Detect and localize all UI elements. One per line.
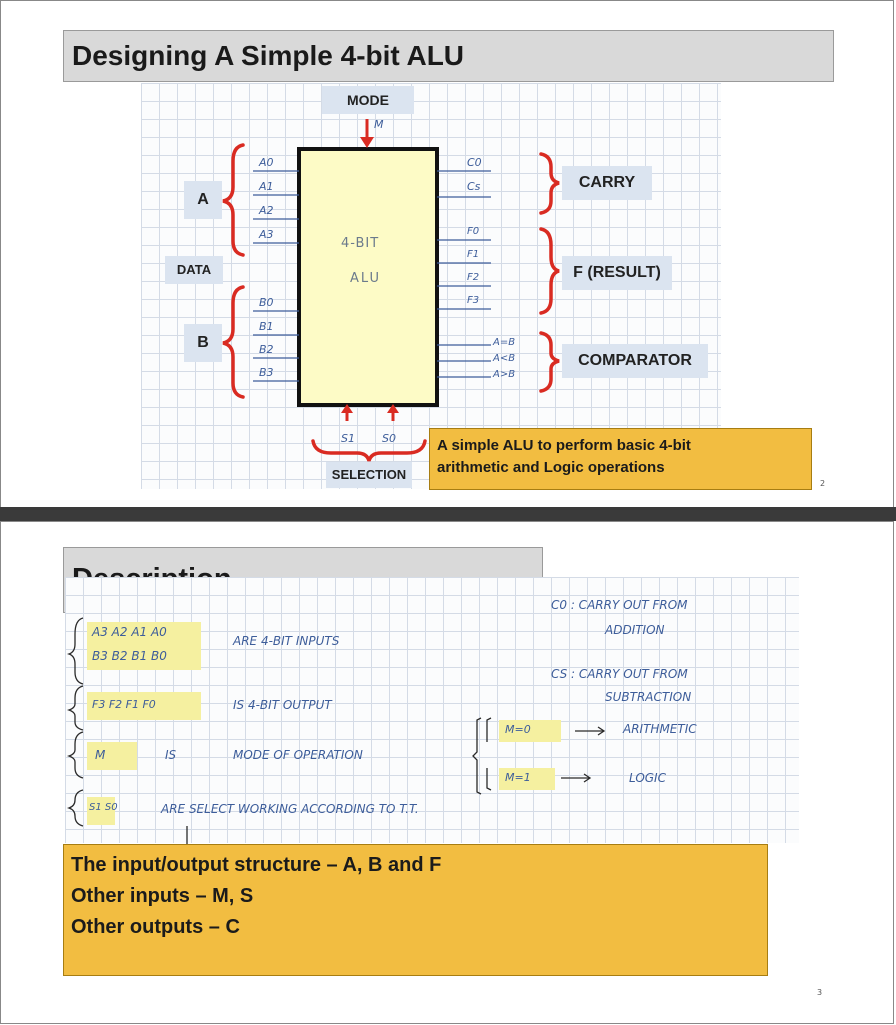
input-b2: B2 — [259, 343, 274, 356]
page-number: 3 — [817, 988, 823, 997]
mode-pin-label: M — [374, 118, 384, 131]
input-a2: A2 — [259, 204, 274, 217]
input-a0: A0 — [259, 156, 274, 169]
output-f1: F1 — [467, 249, 480, 260]
output-f2: F2 — [467, 272, 480, 283]
mode0-value: M=0 — [505, 723, 531, 736]
select-pin-s1: S1 — [341, 432, 355, 445]
row1-b-inputs: B3 B2 B1 B0 — [92, 649, 167, 663]
comparator-label: COMPARATOR — [562, 344, 708, 378]
output-c0: C0 — [467, 156, 482, 169]
data-label: DATA — [165, 256, 223, 284]
row1-text: ARE 4-BIT INPUTS — [233, 634, 340, 648]
group-a-label: A — [184, 181, 222, 219]
page-number: 2 — [820, 479, 826, 488]
mode-arrow-icon — [360, 137, 374, 148]
note-line-1: A simple ALU to perform basic 4-bit — [437, 437, 691, 454]
row3-m: M — [95, 748, 106, 762]
output-f3: F3 — [467, 295, 480, 306]
input-b3: B3 — [259, 366, 274, 379]
summary-line-1: The input/output structure – A, B and F — [71, 854, 442, 876]
row3-text: MODE OF OPERATION — [233, 748, 363, 762]
output-f0: F0 — [467, 226, 480, 237]
output-a-eq-b: A=B — [493, 337, 516, 348]
brace-b — [223, 287, 243, 397]
mode-brace — [473, 718, 481, 794]
input-b0: B0 — [259, 296, 274, 309]
summary-line-2: Other inputs – M, S — [71, 885, 254, 907]
slide-divider — [0, 507, 896, 521]
output-a-lt-b: A<B — [493, 353, 516, 364]
note-line-2: arithmetic and Logic operations — [437, 459, 665, 476]
left-brace-4 — [69, 790, 83, 826]
group-b-label: B — [184, 324, 222, 362]
row2-f-outputs: F3 F2 F1 F0 — [92, 698, 156, 711]
brace-comparator — [541, 333, 559, 391]
mode-label: MODE — [322, 86, 414, 114]
row4-text: ARE SELECT WORKING ACCORDING TO T.T. — [161, 802, 419, 816]
mode-bracket-top — [487, 718, 491, 742]
slide-description — [0, 521, 894, 1024]
output-cs: Cs — [467, 180, 481, 193]
brace-a — [223, 145, 243, 255]
input-a1: A1 — [259, 180, 274, 193]
c0-note-line2: ADDITION — [605, 623, 665, 637]
mode0-result: ARITHMETIC — [623, 722, 697, 736]
input-b1: B1 — [259, 320, 274, 333]
output-a-gt-b: A>B — [493, 369, 516, 380]
alu-text-line1: 4-BIT — [341, 236, 380, 251]
selection-label: SELECTION — [326, 462, 412, 488]
brace-result — [541, 229, 559, 313]
row2-text: IS 4-BIT OUTPUT — [233, 698, 332, 712]
mode-bracket-bottom — [487, 768, 491, 790]
alu-text-line2: ALU — [350, 271, 382, 286]
row3-is: IS — [165, 748, 177, 762]
c0-note-line1: C0 : CARRY OUT FROM — [551, 598, 688, 612]
brace-carry — [541, 154, 559, 213]
left-brace-2 — [69, 686, 83, 730]
summary-box — [63, 844, 768, 976]
mode1-value: M=1 — [505, 771, 531, 784]
left-brace-1 — [69, 618, 83, 684]
brace-selection — [313, 441, 425, 461]
page-title: Designing A Simple 4-bit ALU — [72, 40, 465, 71]
cs-note-line1: CS : CARRY OUT FROM — [551, 667, 688, 681]
mode1-result: LOGIC — [629, 771, 666, 785]
left-brace-3 — [69, 732, 83, 778]
select-pin-s0: S0 — [382, 432, 396, 445]
result-label: F (RESULT) — [562, 256, 672, 290]
carry-label: CARRY — [562, 166, 652, 200]
row1-a-inputs: A3 A2 A1 A0 — [92, 625, 167, 639]
input-a3: A3 — [259, 228, 274, 241]
row4-s: S1 S0 — [89, 802, 118, 813]
summary-line-3: Other outputs – C — [71, 916, 240, 938]
alu-description-note — [429, 428, 812, 490]
slide-alu-design — [0, 0, 894, 508]
cs-note-line2: SUBTRACTION — [605, 690, 692, 704]
